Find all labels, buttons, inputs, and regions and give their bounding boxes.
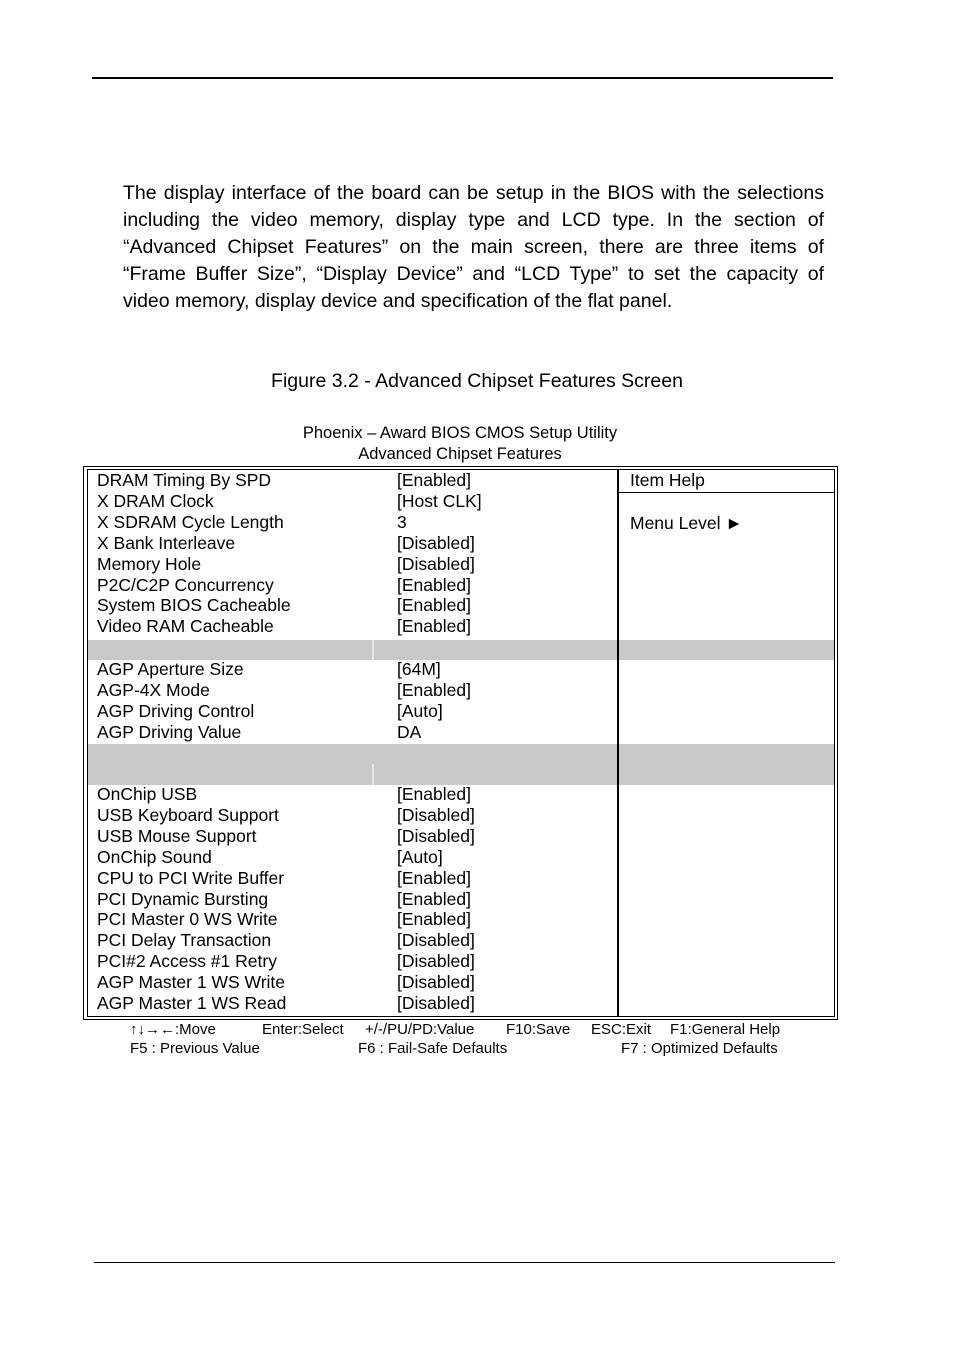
setting-label: AGP Master 1 WS Read bbox=[97, 993, 287, 1013]
setting-value[interactable]: [Enabled] bbox=[397, 616, 471, 637]
setting-value[interactable]: [Enabled] bbox=[397, 867, 471, 888]
setting-label: PCI Delay Transaction bbox=[97, 930, 272, 951]
intro-paragraph: The display interface of the board can be setup in the BIOS with the selections including the video memory, display type and LCD type. In the section of “Advanced Chipset Features” on the main screen, there are three items of “Frame Buffer Size”, “Display Device” and “LCD Type” to set the capacity of video memory, display device and specification of the flat panel. bbox=[123, 182, 824, 312]
menu-level: Menu Level ► bbox=[630, 513, 743, 533]
setting-label: AGP Aperture Size bbox=[97, 659, 244, 679]
bios-setting-row[interactable] bbox=[97, 909, 617, 930]
setting-value[interactable]: [Enabled] bbox=[397, 574, 471, 595]
key-optimized-defaults: F7 : Optimized Defaults bbox=[621, 1040, 778, 1057]
bios-setting-row[interactable] bbox=[97, 847, 617, 868]
bios-setting-row[interactable] bbox=[97, 659, 617, 680]
footer-rule bbox=[94, 1262, 835, 1263]
setting-label: PCI Master 0 WS Write bbox=[97, 909, 278, 930]
setting-value[interactable]: [Disabled] bbox=[397, 553, 475, 574]
bios-setting-row[interactable] bbox=[97, 784, 617, 805]
bios-setting-row[interactable] bbox=[97, 575, 617, 596]
bios-setting-row[interactable] bbox=[97, 826, 617, 847]
setting-label: AGP Driving Value bbox=[97, 721, 242, 742]
setting-label: X DRAM Clock bbox=[97, 490, 214, 511]
setting-value[interactable]: [Enabled] bbox=[397, 888, 471, 909]
setting-value[interactable]: [Enabled] bbox=[397, 470, 471, 490]
setting-label: USB Keyboard Support bbox=[97, 804, 279, 825]
setting-value[interactable]: [Enabled] bbox=[397, 679, 471, 700]
key-move: ↑↓→←:Move bbox=[130, 1021, 216, 1038]
setting-label: Memory Hole bbox=[97, 553, 202, 574]
item-help-title: Item Help bbox=[630, 470, 705, 490]
setting-label: CPU to PCI Write Buffer bbox=[97, 867, 285, 888]
separator-band bbox=[88, 744, 834, 785]
setting-label: AGP-4X Mode bbox=[97, 679, 210, 700]
setting-label: Video RAM Cacheable bbox=[97, 616, 274, 637]
setting-label: OnChip Sound bbox=[97, 846, 212, 867]
setting-label: X Bank Interleave bbox=[97, 532, 236, 553]
setting-label: DRAM Timing By SPD bbox=[97, 470, 272, 490]
band-gap bbox=[372, 764, 374, 785]
setting-value[interactable]: [Host CLK] bbox=[397, 490, 482, 511]
setting-value[interactable]: [Disabled] bbox=[397, 532, 475, 553]
key-exit: ESC:Exit bbox=[591, 1021, 652, 1038]
setting-label: AGP Master 1 WS Write bbox=[97, 972, 286, 993]
key-general-help: F1:General Help bbox=[670, 1021, 781, 1038]
key-value: +/-/PU/PD:Value bbox=[365, 1021, 475, 1038]
bios-setting-row[interactable] bbox=[97, 993, 617, 1014]
key-save: F10:Save bbox=[506, 1021, 571, 1038]
bios-setting-row[interactable] bbox=[97, 491, 617, 512]
setting-value[interactable]: [Disabled] bbox=[397, 930, 475, 951]
bios-setting-row[interactable] bbox=[97, 972, 617, 993]
setting-label: AGP Driving Control bbox=[97, 700, 255, 721]
setting-value[interactable]: DA bbox=[397, 721, 422, 742]
figure-caption: Figure 3.2 - Advanced Chipset Features Screen bbox=[271, 370, 683, 392]
setting-value[interactable]: [Auto] bbox=[397, 700, 443, 721]
bios-setting-row[interactable] bbox=[97, 868, 617, 889]
setting-value[interactable]: [Enabled] bbox=[397, 595, 471, 616]
bios-utility-title: Phoenix – Award BIOS CMOS Setup Utility bbox=[302, 424, 618, 442]
setting-value[interactable]: [Auto] bbox=[397, 846, 443, 867]
setting-label: PCI#2 Access #1 Retry bbox=[97, 951, 277, 972]
bios-setting-row[interactable] bbox=[97, 951, 617, 972]
header-rule bbox=[92, 77, 833, 79]
separator-band bbox=[88, 640, 834, 660]
bios-setting-row[interactable] bbox=[97, 616, 617, 637]
setting-label: X SDRAM Cycle Length bbox=[97, 511, 284, 532]
bios-setting-row[interactable] bbox=[97, 512, 617, 533]
bios-setting-row[interactable] bbox=[97, 595, 617, 616]
key-select: Enter:Select bbox=[262, 1021, 344, 1038]
setting-value[interactable]: [Disabled] bbox=[397, 972, 475, 993]
bios-setting-row[interactable] bbox=[97, 554, 617, 575]
setting-value[interactable]: 3 bbox=[397, 511, 407, 532]
setting-value[interactable]: [Disabled] bbox=[397, 951, 475, 972]
help-title-rule bbox=[619, 492, 835, 493]
setting-value[interactable]: [Disabled] bbox=[397, 825, 475, 846]
setting-value[interactable]: [64M] bbox=[397, 659, 441, 679]
setting-value[interactable]: [Enabled] bbox=[397, 784, 471, 804]
bios-setting-row[interactable] bbox=[97, 889, 617, 910]
setting-label: USB Mouse Support bbox=[97, 825, 257, 846]
bios-setting-row[interactable] bbox=[97, 722, 617, 743]
key-failsafe-defaults: F6 : Fail-Safe Defaults bbox=[358, 1040, 508, 1057]
bios-setting-row[interactable] bbox=[97, 470, 617, 491]
setting-value[interactable]: [Disabled] bbox=[397, 804, 475, 825]
setting-label: P2C/C2P Concurrency bbox=[97, 574, 274, 595]
bios-setting-row[interactable] bbox=[97, 805, 617, 826]
bios-setting-row[interactable] bbox=[97, 680, 617, 701]
setting-label: System BIOS Cacheable bbox=[97, 595, 291, 616]
key-previous-value: F5 : Previous Value bbox=[130, 1040, 260, 1057]
bios-setting-row[interactable] bbox=[97, 930, 617, 951]
setting-label: PCI Dynamic Bursting bbox=[97, 888, 269, 909]
bios-setting-row[interactable] bbox=[97, 533, 617, 554]
band-gap bbox=[372, 640, 374, 660]
setting-label: OnChip USB bbox=[97, 784, 198, 804]
bios-setting-row[interactable] bbox=[97, 701, 617, 722]
help-divider bbox=[617, 469, 619, 1017]
setting-value[interactable]: [Enabled] bbox=[397, 909, 471, 930]
setting-value[interactable]: [Disabled] bbox=[397, 993, 475, 1013]
bios-screen-title: Advanced Chipset Features bbox=[358, 445, 562, 463]
